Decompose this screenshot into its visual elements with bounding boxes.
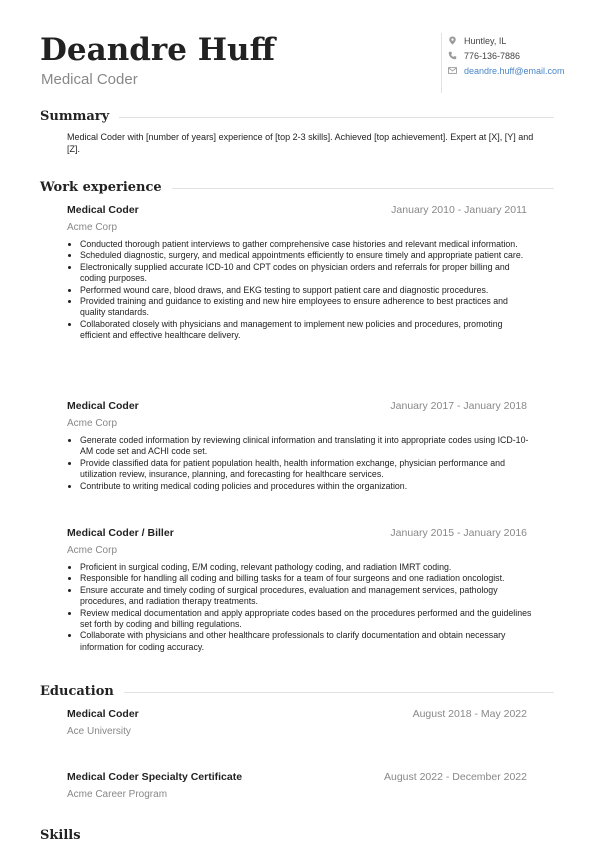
entry-dates: August 2022 - December 2022 [383,771,527,783]
contact-block [441,33,594,93]
entry-role: Medical Coder Specialty Certificate [67,771,243,783]
education-heading: Education [40,684,114,699]
summary-text: Medical Coder with [number of years] experience of [top 2-3 skills]. Achieved [top achievement]. Expert at [X], [Y] and [Z]. [67,132,534,154]
bullet-item: • Performed wound care, blood draws, and EKG testing to support patient care and diagnostic procedures. [80,285,532,296]
location-pin-icon [448,36,457,45]
education-section-header [40,683,554,701]
phone-text: 776-136-7886 [464,50,521,61]
bullet-item: • Review medical documentation and apply appropriate codes based on the procedures performed and the guidelines set forth by coding and billing regulations. [80,608,532,631]
candidate-name: Deandre Huff [40,32,276,68]
entry-role: Medical Coder [67,204,139,216]
entry-organization: Acme Corp [67,545,118,556]
contact-email[interactable] [448,63,594,78]
contact-location [448,33,594,48]
bullet-item: • Provided training and guidance to existing and new hire employees to ensure adherence to best practices and quality standards. [80,296,532,319]
bullet-item: • Electronically supplied accurate ICD-10 and CPT codes on physician orders and referrals for proper billing and coding purposes. [80,262,532,285]
entry-organization: Acme Corp [67,418,118,429]
entry-role: Medical Coder [67,708,139,720]
bullet-item: • Contribute to writing medical coding policies and procedures within the organization. [80,481,532,492]
bullet-item: • Provide classified data for patient population health, health information exchange, physician performance and utilization review, insurance, planning, and forecasting for healthcare services. [80,458,532,481]
candidate-title: Medical Coder [41,71,138,88]
experience-entry [67,400,527,492]
envelope-icon [448,66,457,75]
bullet-item: • Ensure accurate and timely coding of surgical procedures, evaluation and management services, pathology procedures, and radiation therapy treatments. [80,585,532,608]
bullet-item: • Proficient in surgical coding, E/M coding, relevant pathology coding, and radiation IMRT coding. [80,562,532,573]
bullet-item: • Collaborate with physicians and other healthcare professionals to clarify documentation and obtain necessary information for coding accuracy. [80,630,532,653]
education-entry [67,708,527,739]
entry-organization: Ace University [67,726,131,737]
summary-heading: Summary [40,109,110,124]
entry-bullets [67,562,532,653]
section-divider [119,117,554,118]
experience-entry [67,527,532,653]
summary-section-header [40,108,554,126]
entry-bullets [67,239,532,342]
entry-bullets [67,435,532,492]
contact-phone [448,48,594,63]
experience-entry [67,204,527,342]
skills-heading: Skills [40,828,81,843]
section-divider [124,692,554,693]
entry-dates: January 2015 - January 2016 [390,527,527,539]
location-text: Huntley, IL [464,35,507,46]
bullet-item: • Generate coded information by reviewing clinical information and translating it into appropriate codes using ICD-10-AM code set and ACHI code set. [80,435,532,458]
entry-dates: August 2018 - May 2022 [412,708,527,720]
bullet-item: • Collaborated closely with physicians and management to implement new policies and procedures, promoting efficient and effective healthcare delivery. [80,319,532,342]
section-divider [172,188,554,189]
bullet-item: • Conducted thorough patient interviews to gather comprehensive case histories and relevant medical information. [80,239,532,250]
email-link[interactable]: deandre.huff@email.com [464,65,565,76]
entry-role: Medical Coder / Biller [67,527,174,539]
entry-role: Medical Coder [67,400,139,412]
entry-dates: January 2010 - January 2011 [391,204,527,216]
bullet-item: • Scheduled diagnostic, surgery, and medical appointments efficiently to ensure timely and appropriate patient care. [80,250,532,261]
experience-section-header [40,179,554,197]
entry-organization: Acme Corp [67,222,118,233]
bullet-item: • Responsible for handling all coding and billing tasks for a team of four surgeons and one radiation oncologist. [80,573,532,584]
education-entry [67,771,527,802]
experience-heading: Work experience [40,180,162,195]
phone-icon [448,51,457,60]
entry-dates: January 2017 - January 2018 [390,400,527,412]
entry-organization: Acme Career Program [67,789,168,800]
